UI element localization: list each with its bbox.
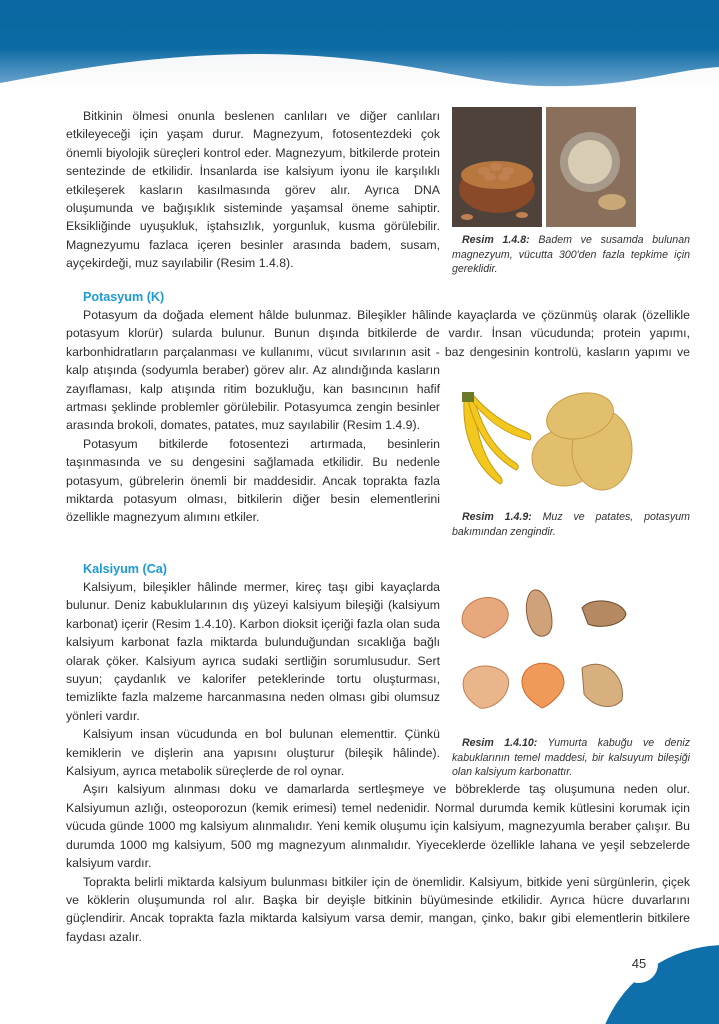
figure-1-4-10 — [440, 578, 690, 780]
paragraph: Bitkinin ölmesi onunla beslenen canlıları ve diğer canlıları etkileyeceği için yaşam durur. Magnezyum, fotosentezdeki çok önemli biyolojik süreçleri kontrol eder. Magnezyum, bitkilerde protein sentezinde de etkilidir. İnsanlarda ise kalsiyum iyonu ile karşılıklı etkileşerek kasların kasılmasında görev alır. Ayrıca DNA oluşumunda ve bağışıklık sisteminde yaşamsal öneme sahiptir. Eksikliğinde uyuşukluk, iştahsızlık, yorgunluk, kusma görülebilir. Magnezyumu fazlaca içeren besinler arasında badem, susam, ayçekirdeği, muz sayılabilir (Resim 1.4.8). — [66, 109, 440, 271]
caption-text: Muz ve patates, potasyum bakımından zengindir. — [452, 511, 690, 538]
potasyum-section — [66, 288, 690, 545]
seashells-image — [452, 578, 636, 728]
figure-1-4-8 — [440, 107, 690, 277]
figure-caption — [452, 233, 690, 277]
paragraph: Aşırı kalsiyum alınması doku ve damarlarda sertleşmeye ve böbreklerde taş oluşumuna neden olur. Kalsiyumun azlığı, osteoporozun (kemik erimesi) temel nedenidir. Normal durumda kemik kütlesini korumak için vücuda günde 1000 mg kalsiyum alınmalıdır. Yeni kemik oluşumu için kalsiyum, magnezyumla beraber çalışır. Bu durumda 1000 mg kalsiyum, 500 mg magnezyum alınmalıdır. Yiyeceklerde özellikle lahana ve yeşil sebzelerde kalsiyum vardır. — [66, 782, 690, 871]
page-number-badge — [595, 945, 719, 1024]
almonds-sesame-image — [452, 107, 636, 227]
caption-text: Yumurta kabuğu ve deniz kabuklarının temel maddesi, bir kalsuyum bileşiği olan kalsiyum karbonattır. — [452, 737, 690, 779]
paragraph: Toprakta belirli miktarda kalsiyum bulunması bitkiler için de önemlidir. Kalsiyum, bitkide yeni sürgünlerin, çiçek ve köklerin oluşumunda rol alır. Başka bir deyişle bitkinin büyümesinde etkilidir. Ayrıca hücre duvarlarını güçlendirir. Ancak toprakta fazla miktarda kalsiyum varsa demir, mangan, çinko, bakır gibi elementlerin bitkilere faydası azalır. — [66, 874, 690, 944]
page-number: 45 — [620, 945, 658, 983]
header-wave-banner — [0, 0, 719, 90]
figure-label: Resim 1.4.10: — [462, 737, 538, 749]
figure-label: Resim 1.4.8: — [462, 234, 530, 246]
figure-label: Resim 1.4.9: — [462, 511, 532, 523]
paragraph: Kalsiyum insan vücudunda en bol bulunan elementtir. Çünkü kemiklerin ve dişlerin ana yapısını oluşturur (bileşik hâlinde). Kalsiyum, ayrıca metabolik süreçlerde de rol oynar. — [66, 727, 440, 779]
section-heading: Potasyum (K) — [83, 290, 165, 304]
kalsiyum-section — [66, 560, 690, 946]
intro-section — [66, 107, 690, 277]
paragraph: Potasyum da doğada element hâlde bulunmaz. Bileşikler hâlinde kayaçlarda ve çözünmüş olarak (özellikle potasyum klorür) sularda bulunur. Bunun dışında bitkilerde de vardır. İnsan vücudunda; protein yapımı, karbonhidratların parçalanması ve kullanımı, vücut sıvılarının asit - baz dengesinin kontrolü, kasların yapımı ve kalp atışında (sodyumla beraber) görev alır. Az alındığında kasların zayıflaması, kalp atışında ritim bozukluğu, kan basıncının hafif artması şeklinde problemler görülebilir. Potasyumca zengin besinler arasında brokoli, domates, patates, muz sayılabilir (Resim 1.4.9). — [66, 308, 690, 433]
paragraph: Potasyum bitkilerde fotosentezi artırmada, besinlerin taşınmasında ve su dengesini sağlamada etkilidir. Bu nedenle potasyum, gübrelerin önemli bir maddesidir. Ancak toprakta fazla miktarda potasyum olması, bitkilerin diğer besin elementlerini özellikle magnezyum alımını etkiler. — [66, 436, 440, 525]
figure-caption — [452, 736, 690, 780]
caption-text: Badem ve susamda bulunan magnezyum, vücutta 300'den fazla tepkime için gereklidir. — [452, 234, 690, 276]
paragraph: Kalsiyum, bileşikler hâlinde mermer, kireç taşı gibi kayaçlarda bulunur. Deniz kabuklularının dış yüzeyi kalsiyum bileşiği (kalsiyum karbonat) içerir (Resim 1.4.10). Karbon dioksit içeriği fazla olan suda kalsiyum karbonat fazla miktarda bulunduğundan sıcaklığa bağlı olarak çöker. Kalsiyum ayrıca sudaki sertliğin sorumlusudur. Sert suyun; çaydanlık ve kalorifer peteklerinde tortu oluşturması, temizlikte fazla malzeme harcanmasına neden olması gibi olumsuz yönleri vardır. — [66, 580, 440, 723]
banana-potato-image — [452, 378, 636, 504]
figure-caption — [452, 510, 690, 539]
section-heading: Kalsiyum (Ca) — [83, 562, 167, 576]
figure-1-4-9 — [440, 378, 690, 539]
